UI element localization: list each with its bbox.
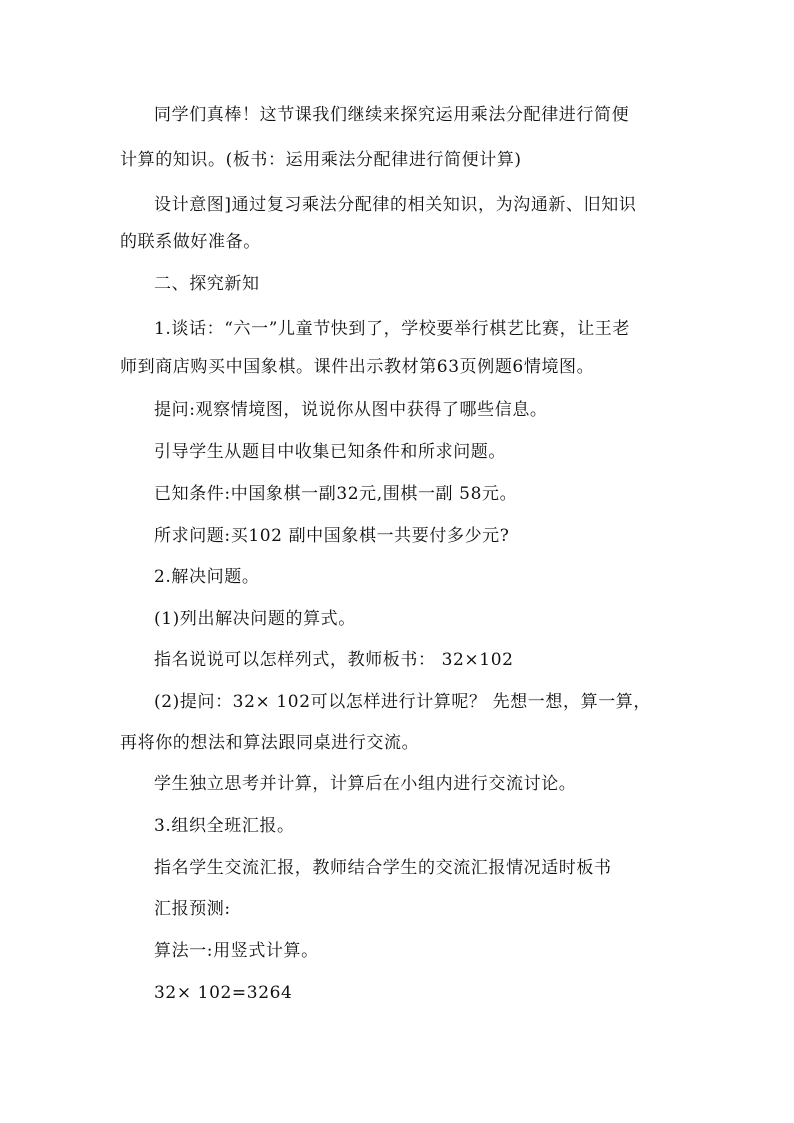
paragraph-line-21: 算法一:用竖式计算。 xyxy=(154,941,319,961)
paragraph-line-22: 32× 102=3264 xyxy=(154,983,293,1003)
section-heading: 二、探究新知 xyxy=(154,274,260,294)
paragraph-line-11: 所求问题:买102 副中国象棋一共要付多少元? xyxy=(154,526,510,546)
paragraph-line-15: (2)提问：32× 102可以怎样进行计算呢？ 先想一想，算一算， xyxy=(154,692,652,712)
paragraph-line-20: 汇报预测: xyxy=(154,899,231,919)
paragraph-line-17: 学生独立思考并计算，计算后在小组内进行交流讨论。 xyxy=(154,774,577,794)
paragraph-line-4: 的联系做好准备。 xyxy=(120,232,261,252)
paragraph-line-7: 师到商店购买中国象棋。课件出示教材第63页例题6情境图。 xyxy=(120,357,595,377)
paragraph-line-2: 计算的知识。(板书：运用乘法分配律进行简便计算) xyxy=(120,150,522,170)
paragraph-line-19: 指名学生交流汇报，教师结合学生的交流汇报情况适时板书 xyxy=(154,858,612,878)
paragraph-line-8: 提问:观察情境图，说说你从图中获得了哪些信息。 xyxy=(154,400,548,420)
paragraph-line-16: 再将你的想法和算法跟同桌进行交流。 xyxy=(120,733,420,753)
paragraph-line-12: 2.解决问题。 xyxy=(154,567,260,587)
paragraph-line-9: 引导学生从题目中收集已知条件和所求问题。 xyxy=(154,442,506,462)
paragraph-line-10: 已知条件:中国象棋一副32元,围棋一副 58元。 xyxy=(154,484,518,504)
paragraph-line-6: 1.谈话：“六一”儿童节快到了，学校要举行棋艺比赛，让王老 xyxy=(154,319,631,339)
paragraph-line-3: 设计意图]通过复习乘法分配律的相关知识，为沟通新、旧知识 xyxy=(154,195,637,215)
paragraph-line-14: 指名说说可以怎样列式，教师板书： 32×102 xyxy=(154,650,514,670)
paragraph-line-18: 3.组织全班汇报。 xyxy=(154,816,295,836)
paragraph-line-13: (1)列出解决问题的算式。 xyxy=(154,609,356,629)
paragraph-line-1: 同学们真棒！这节课我们继续来探究运用乘法分配律进行简便 xyxy=(154,105,630,125)
